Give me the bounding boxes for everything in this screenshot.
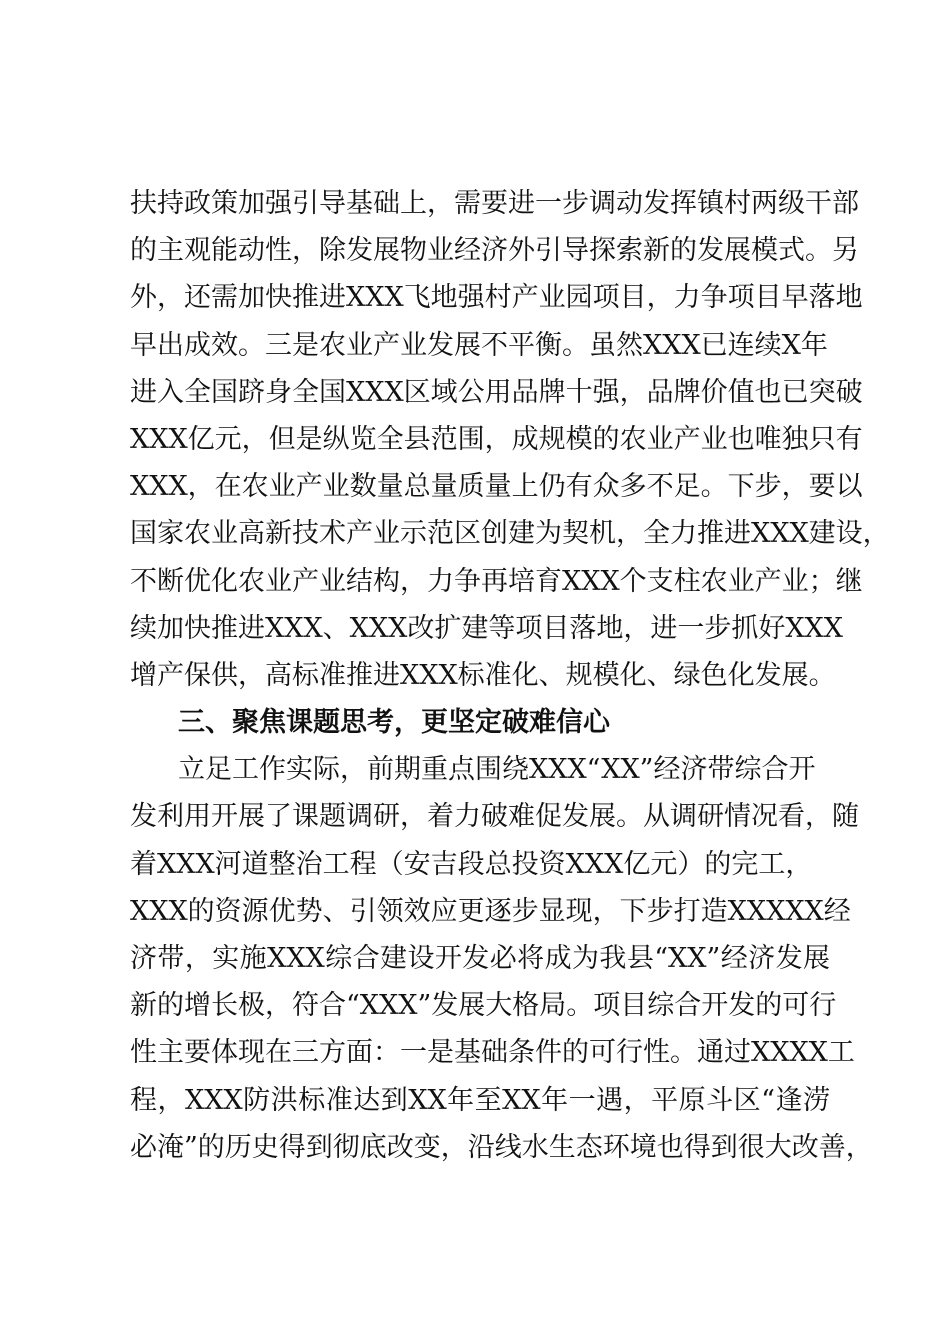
text-line: 新的增长极，符合“XXX”发展大格局。项目综合开发的可行 <box>130 990 837 1022</box>
text-line: XXX，在农业产业数量总量质量上仍有众多不足。下步，要以 <box>130 471 863 503</box>
text-line: 发利用开展了课题调研，着力破难促发展。从调研情况看，随 <box>130 801 859 833</box>
text-line: 早出成效。三是农业产业发展不平衡。虽然XXX已连续X年 <box>130 329 828 361</box>
text-line: 程，XXX防洪标准达到XX年至XX年一遇，平原斗区“逢涝 <box>130 1084 830 1116</box>
text-line: 进入全国跻身全国XXX区域公用品牌十强，品牌价值也已突破 <box>130 376 863 408</box>
text-line: 增产保供，高标准推进XXX标准化、规模化、绿色化发展。 <box>130 659 836 691</box>
text-line: XXX的资源优势、引领效应更逐步显现，下步打造XXXXX经 <box>130 895 851 927</box>
text-line: 必淹”的历史得到彻底改变，沿线水生态环境也得到很大改善， <box>130 1131 873 1163</box>
text-line: 外，还需加快推进XXX飞地强村产业园项目，力争项目早落地 <box>130 282 863 314</box>
document-body <box>130 180 890 1171</box>
text-line: 扶持政策加强引导基础上，需要进一步调动发挥镇村两级干部 <box>130 188 859 219</box>
text-line: 的主观能动性，除发展物业经济外引导探索新的发展模式。另 <box>130 235 859 267</box>
text-line: 着XXX河道整治工程（安吉段总投资XXX亿元）的完工， <box>130 848 813 880</box>
section-heading: 三、聚焦课题思考，更坚定破难信心 <box>178 707 610 739</box>
text-line: 国家农业高新技术产业示范区创建为契机，全力推进XXX建设， <box>130 518 890 550</box>
text-line: 立足工作实际，前期重点围绕XXX“XX”经济带综合开 <box>178 754 816 786</box>
text-line: 不断优化农业产业结构，力争再培育XXX个支柱农业产业；继 <box>130 565 863 597</box>
text-line: 续加快推进XXX、XXX改扩建等项目落地，进一步抓好XXX <box>130 612 843 644</box>
text-line: 性主要体现在三方面：一是基础条件的可行性。通过XXXX工 <box>130 1037 855 1069</box>
text-line: XXX亿元，但是纵览全县范围，成规模的农业产业也唯独只有 <box>130 423 863 455</box>
text-line: 济带，实施XXX综合建设开发必将成为我县“XX”经济发展 <box>130 943 830 974</box>
